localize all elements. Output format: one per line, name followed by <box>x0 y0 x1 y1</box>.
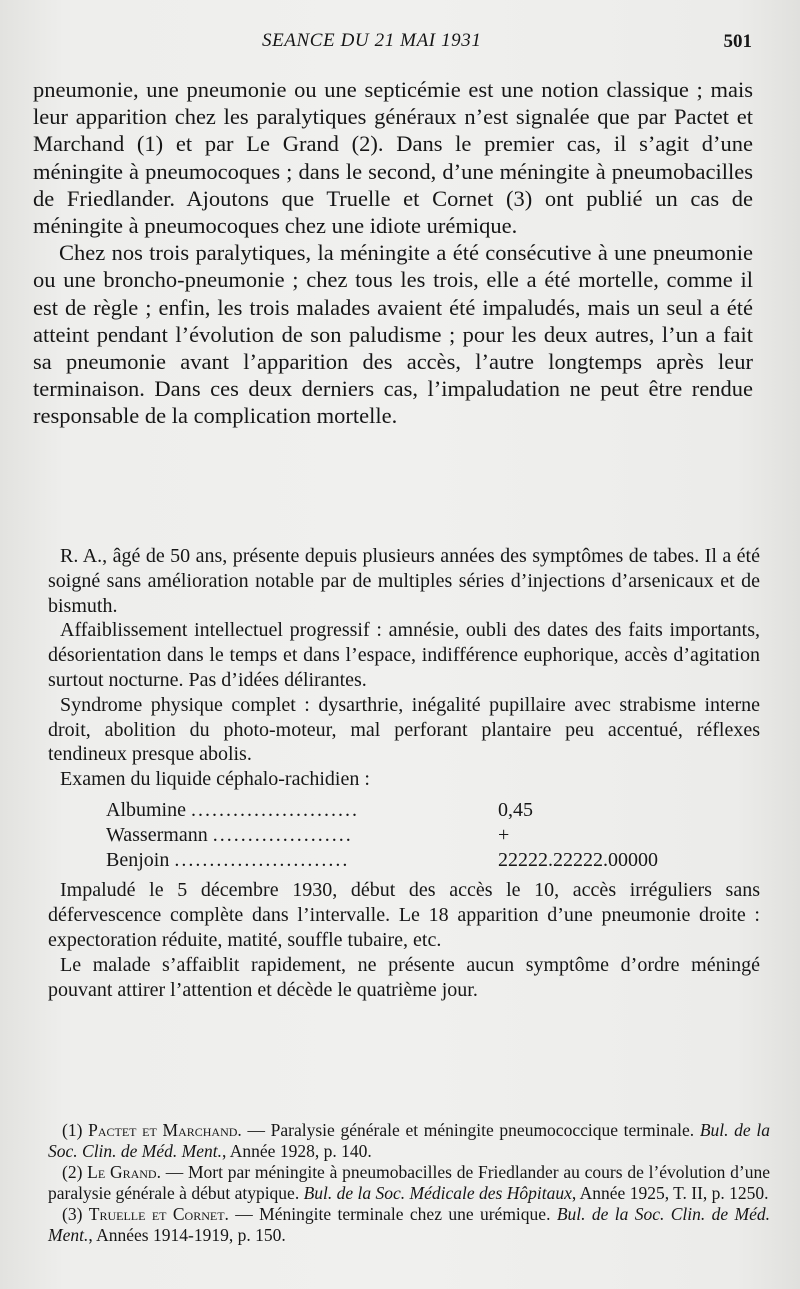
footnote-ref: , Année 1925, T. II, p. 1250. <box>571 1183 769 1203</box>
obs-paragraph-csf-exam: Examen du liquide céphalo-rachidien : <box>60 768 370 791</box>
lab-name: Benjoin <box>106 848 170 871</box>
footnote-text: — Méningite terminale chez une urémique. <box>228 1204 557 1224</box>
leader-dots: ......................... <box>174 848 350 871</box>
leader-dots: .................... <box>212 823 353 846</box>
table-row <box>106 823 658 848</box>
footnote-text: — Paralysie générale et méningite pneumococcique terminale. <box>241 1120 700 1140</box>
main-text <box>33 76 753 430</box>
leader-dots: ........................ <box>191 798 359 821</box>
footnote-journal: Bul. de la Soc. Médicale des Hôpitaux <box>303 1183 572 1203</box>
footnote-number: (1) <box>62 1120 83 1140</box>
lab-name: Albumine <box>106 798 186 821</box>
footnote-authors: Pactet et Marchand. <box>88 1120 242 1140</box>
obs-paragraph-malaria: Impaludé le 5 décembre 1930, début des accès le 10, accès irréguliers sans défervescence complète dans l’intervalle. Le 18 apparition d’une pneumonie droite : expectoration réduite, matité, souffle tubaire, etc. <box>48 879 760 951</box>
case-observation <box>48 544 760 1002</box>
paragraph-continuation: pneumonie, une pneumonie ou une septicémie est une notion classique ; mais leur apparition chez les paralytiques généraux n’est signalée que par Pactet et Marchand (1) et par Le Grand (2). Dans le premier cas, il s’agit d’une méningite à pneumocoques ; dans le second, d’une méningite à pneumobacilles de Friedlander. Ajoutons que Truelle et Cornet (3) ont publié un cas de méningite à pneumocoques chez une idiote urémique. <box>33 77 753 239</box>
lab-value: + <box>498 823 510 846</box>
obs-paragraph-outcome: Le malade s’affaiblit rapidement, ne présente aucun symptôme d’ordre méningé pouvant attirer l’attention et décède le quatrième jour. <box>48 953 760 1001</box>
csf-results-table <box>106 798 658 872</box>
obs-paragraph-intellectual: Affaiblissement intellectuel progressif : amnésie, oubli des dates des faits importants, désorientation dans le temps et dans l’espace, indifférence euphorique, accès d’agitation surtout nocturne. Pas d’idées délirantes. <box>48 619 760 691</box>
paragraph-three-paralytics: Chez nos trois paralytiques, la méningite a été consécutive à une pneumonie ou une broncho-pneumonie ; chez tous les trois, elle a été mortelle, comme il est de règle ; enfin, les trois malades avaient été impaludés, mais un seul a été atteint pendant l’évolution de son paludisme ; pour les deux autres, l’un a fait sa pneumonie avant l’apparition des accès, l’autre longtemps après leur terminaison. Dans ces deux derniers cas, l’impaludation ne peut être rendue responsable de la complication mortelle. <box>33 240 753 429</box>
lab-name: Wassermann <box>106 823 208 846</box>
footnote-3 <box>48 1204 770 1246</box>
lab-value: 22222.22222.00000 <box>498 848 658 871</box>
footnote-authors: Le Grand. <box>87 1162 161 1182</box>
footnotes <box>48 1120 770 1246</box>
table-row <box>106 848 658 873</box>
footnote-text: — Mort par méningite à pneumobacilles de Friedlander au cours de l’évolution d’une paralysie générale à début atypique. <box>48 1162 770 1203</box>
footnote-ref: , Année 1928, p. 140. <box>221 1141 372 1161</box>
footnote-2 <box>48 1162 770 1204</box>
footnote-journal: Bul. de la Soc. Clin. de Méd. Ment. <box>48 1120 770 1161</box>
obs-paragraph-physical: Syndrome physique complet : dysarthrie, inégalité pupillaire avec strabisme interne droit, abolition du photo-moteur, mal perforant plantaire peu accentué, réflexes tendineux presque abolis. <box>48 693 760 766</box>
footnote-ref: , Années 1914-1919, p. 150. <box>88 1225 286 1245</box>
footnote-number: (2) <box>62 1162 83 1182</box>
table-row <box>106 798 658 823</box>
running-header <box>0 30 800 58</box>
running-title: SEANCE DU 21 MAI 1931 <box>262 30 482 51</box>
lab-value: 0,45 <box>498 798 533 821</box>
footnote-journal: Bul. de la Soc. Clin. de Méd. Ment. <box>48 1204 770 1245</box>
obs-paragraph-patient: R. A., âgé de 50 ans, présente depuis plusieurs années des symptômes de tabes. Il a été soigné sans amélioration notable par de multiples séries d’injections d’arsenicaux et de bismuth. <box>48 545 760 617</box>
footnote-number: (3) <box>62 1204 83 1224</box>
footnote-authors: Truelle et Cornet. <box>88 1204 229 1224</box>
footnote-1 <box>48 1120 770 1162</box>
page-number: 501 <box>723 31 752 52</box>
